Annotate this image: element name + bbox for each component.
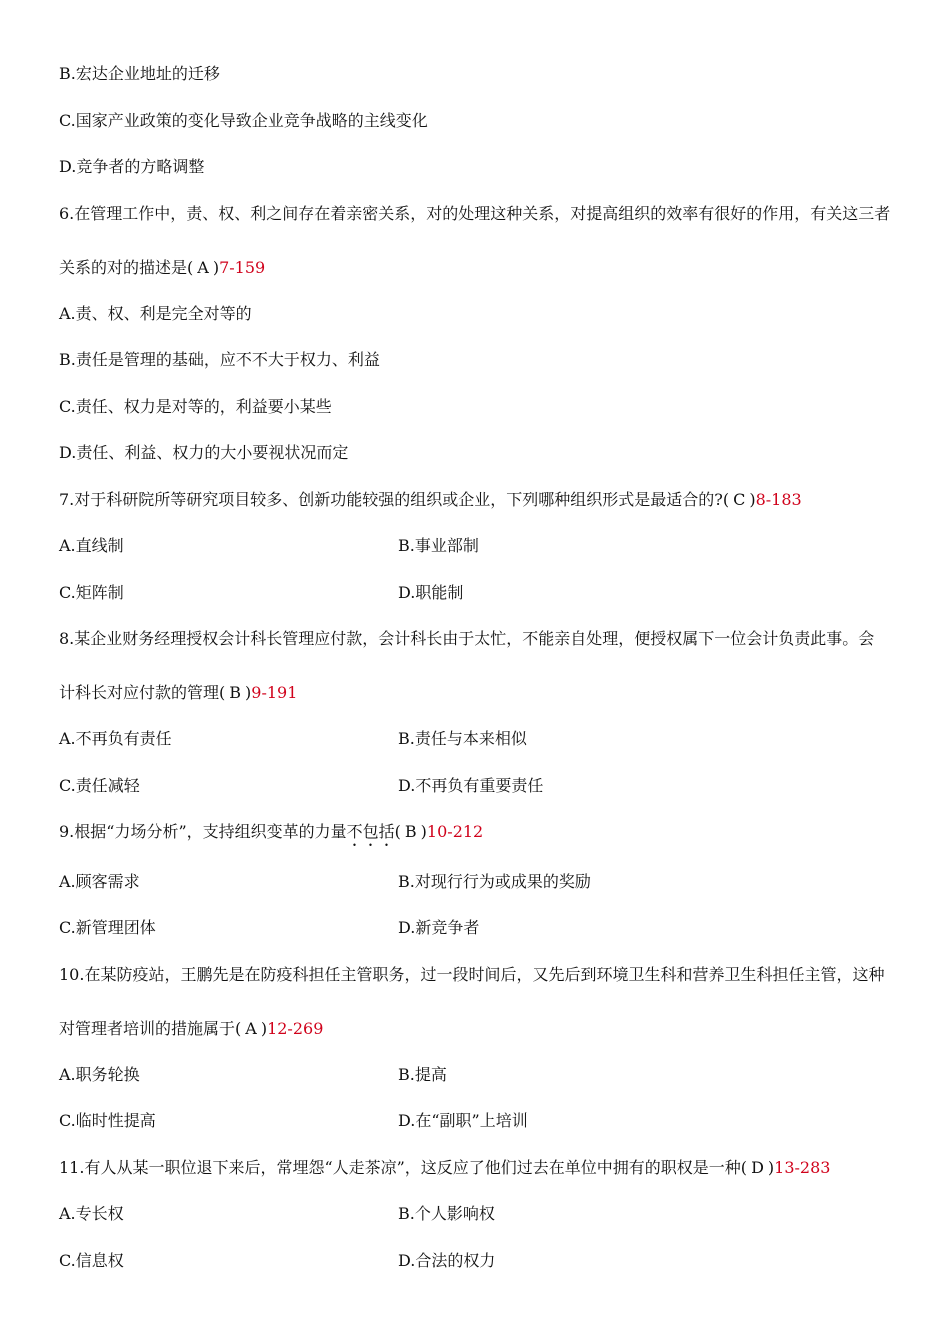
option-c: C.新管理团体: [59, 918, 156, 937]
bracket: ): [212, 258, 220, 277]
question-10-stem-end: [59, 1018, 323, 1040]
question-6-stem-end: [59, 257, 265, 279]
page-reference: 13-283: [774, 1158, 831, 1177]
option-d: D.竞争者的方略调整: [59, 157, 205, 176]
option-d: D.新竞争者: [398, 918, 480, 937]
bracket-open: (: [394, 822, 401, 841]
option-a: A.直线制: [59, 536, 124, 555]
question-text: 对管理者培训的措施属于(: [59, 1019, 242, 1038]
question-8-stem-end: [59, 682, 297, 704]
option-a: A.专长权: [59, 1204, 124, 1223]
option-b: B.事业部制: [398, 536, 479, 555]
question-text: 11.有人从某一职位退下来后，常埋怨“人走茶凉”，这反应了他们过去在单位中拥有的职权是一种(: [59, 1158, 748, 1177]
answer: B: [229, 683, 242, 702]
answer: A: [197, 258, 209, 277]
answer: B: [404, 822, 417, 841]
option-c: C.责任、权力是对等的，利益要小某些: [59, 397, 332, 416]
question-text: 关系的对的描述是(: [59, 258, 194, 277]
option-b: B.提高: [398, 1065, 447, 1084]
page-reference: 12-269: [267, 1019, 324, 1038]
question-9-text: [59, 821, 483, 850]
option-a: A.职务轮换: [59, 1065, 140, 1084]
option-b: B.对现行行为或成果的奖励: [398, 872, 591, 891]
page-reference: 7-159: [219, 258, 266, 277]
answer: D: [751, 1158, 764, 1177]
page-reference: 9-191: [251, 683, 298, 702]
answer: A: [245, 1019, 257, 1038]
question-8-text: 8.某企业财务经理授权会计科长管理应付款，会计科长由于太忙，不能亲自处理，便授权属下一位会计负责此事。会: [59, 629, 875, 648]
option-c: C.矩阵制: [59, 583, 124, 602]
question-10-text: 10.在某防疫站，王鹏先是在防疫科担任主管职务，过一段时间后，又先后到环境卫生科和营养卫生科担任主管，这种: [59, 965, 885, 984]
option-c: C.信息权: [59, 1251, 124, 1270]
bracket: ): [767, 1158, 775, 1177]
bracket: ): [245, 683, 252, 702]
page-reference: 8-183: [755, 490, 802, 509]
option-d: D.不再负有重要责任: [398, 776, 544, 795]
option-d: D.合法的权力: [398, 1251, 496, 1270]
option-d: D.责任、利益、权力的大小要视状况而定: [59, 443, 349, 462]
option-c: C.国家产业政策的变化导致企业竞争战略的主线变化: [59, 111, 428, 130]
option-b: B.责任是管理的基础，应不不大于权力、利益: [59, 350, 380, 369]
question-11-text: [59, 1157, 830, 1179]
answer: C: [733, 490, 746, 509]
option-b: B.宏达企业地址的迁移: [59, 64, 220, 83]
option-c: C.责任减轻: [59, 776, 140, 795]
question-7-text: [59, 489, 802, 511]
bracket: ): [420, 822, 427, 841]
question-text: 7.对于科研院所等研究项目较多、创新功能较强的组织或企业，下列哪种组织形式是最适合的?(: [59, 490, 730, 509]
option-a: A.责、权、利是完全对等的: [59, 304, 252, 323]
option-c: C.临时性提高: [59, 1111, 156, 1130]
bracket: ): [749, 490, 756, 509]
option-a: A.不再负有责任: [59, 729, 172, 748]
emphasized-text: 不包括: [346, 822, 395, 841]
question-6-text: 6.在管理工作中，责、权、利之间存在着亲密关系，对的处理这种关系，对提高组织的效率有很好的作用，有关这三者: [59, 204, 891, 223]
question-text: 计科长对应付款的管理(: [59, 683, 226, 702]
option-a: A.顾客需求: [59, 872, 140, 891]
question-text: 9.根据“力场分析”，支持组织变革的力量: [59, 822, 347, 841]
bracket: ): [260, 1019, 268, 1038]
option-d: D.职能制: [398, 583, 464, 602]
option-d: D.在“副职”上培训: [398, 1111, 528, 1130]
option-b: B.责任与本来相似: [398, 729, 527, 748]
page-reference: 10-212: [426, 822, 484, 841]
option-b: B.个人影响权: [398, 1204, 495, 1223]
